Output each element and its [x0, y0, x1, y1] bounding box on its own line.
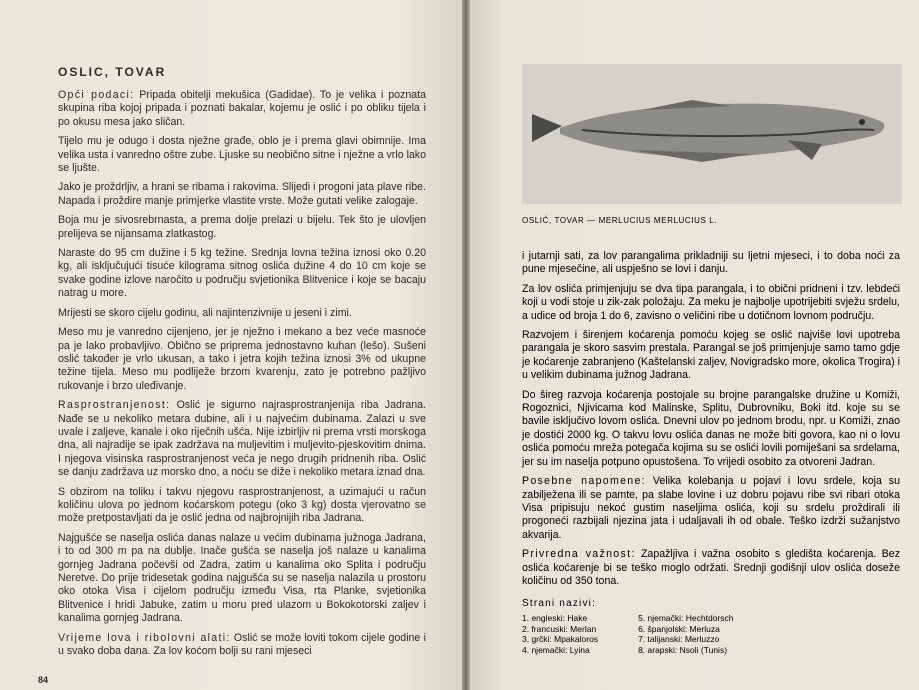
paragraph: Meso mu je vanredno cijenjeno, jer je nježno i mekano a bez veće masnoće pa je lako probavljivo. Obično se priprema jednostavno kuhan (lešo). Sušeni oslić također je vrlo ukusan, a tako i jetra kojih težina iznosi 3% od ukupne težine tijela. Meso mu podliježe brzom kvarenju, zato je potrebno pažljivo rukovanje i brzo uleđivanje. [58, 326, 426, 392]
paragraph-text: Velika kolebanja u pojavi i lovu srdele, koja su zabilježena ili se pamte, pa slabe lovine i uz dobru pojavu ribe svi ribari otoka Visa pripisuju nekoć gustim naseljima oslića, koji su srdelu proždirali ili progoneći razbijali njezina jata i udaljavali ih od obale. Teško izdrži sužanjstvo akvarija. [522, 475, 900, 541]
foreign-names-list-left [522, 613, 598, 655]
paragraph: Najgušće se naselja oslića danas nalaze u većim dubinama južnoga Jadrana, i to od 300 m pa na dublje. Inače gušća se naselja još nalaze u kanalima gornjeg Jadrana počevši od Zadra, zatim u kanalima oko Splita i području Neretve. Do prije tridesetak godina najgušća su se naselja nalazila u prostoru oko otoka Visa i cijelom području između Visa, rta Planke, svjetionika Blitvenice i hridi Jabuke, zatim u moru pred ulazom u Bokokotorski zaljev i kanalima gornjeg Jadrana. [58, 531, 426, 625]
foreign-name-item: 1. engleski: Hake [522, 613, 588, 624]
photo-caption: OSLIĆ, TOVAR — MERLUCIUS MERLUCIUS L. [522, 216, 718, 225]
paragraph: Boja mu je sivosrebrnasta, a prema dolje prelazi u bijelu. Tek što je ulovljen prelijeva se nijansama zlatkastog. [58, 214, 426, 240]
article-title: OSLIC, TOVAR [58, 65, 167, 79]
paragraph: Za lov oslića primjenjuju se dva tipa parangala, i to obični pridneni i tzv. lebdeći koji u vodi stoje u zik-zak položaju. Za meku je najbolje upotrijebiti svježu srdelu, a udice od broja 1 do 6, zavisno o veličini ribe u dotičnom lovnom području. [522, 282, 900, 322]
page-number: 84 [38, 675, 49, 685]
foreign-names-list-right [638, 613, 733, 655]
paragraph: Naraste do 95 cm dužine i 5 kg težine. Srednja lovna težina iznosi oko 0.20 kg, ali isključujući tisuće kilograma sitnog oslića dužine 4 do 10 cm koje se svake godine izlove naročito u području svjetionika Blitvenice i koje se bacaju natrag u more. [58, 247, 426, 300]
paragraph [58, 89, 426, 129]
book-gutter [462, 0, 470, 690]
paragraph: S obzirom na toliku i takvu njegovu rasprostranjenost, a uzimajući u račun količinu ulova po jednom koćarskom potegu (oko 3 kg) dosta vjerovatno se može pretpostavljati da je oslić jedna od najbrojnijih riba Jadrana. [58, 485, 426, 525]
paragraph-text: Zapažljiva i važna osobito s gledišta koćarenja. Bez oslića koćarenje bi se teško moglo održati. Srednji godišnji ulov oslića doseže količinu od 350 tona. [522, 548, 900, 587]
paragraph [522, 548, 900, 588]
paragraph [58, 632, 426, 659]
paragraph: Mrijesti se skoro cijelu godinu, ali najintenzivnije u jeseni i zimi. [58, 306, 352, 319]
right-column [522, 250, 900, 655]
section-lead: Posebne napomene: [522, 475, 646, 488]
paragraph: i jutarnji sati, za lov parangalima prikladniji su ljetni mjeseci, i to doba noći za pune mjesečine, ali uspješno se lovi i danju. [522, 250, 900, 276]
paragraph: Jako je proždrljiv, a hrani se ribama i rakovima. Slijedi i progoni jata plave ribe. Napada i proždire manje primjerke vlastite vrste. Može gutati velike zalogaje. [58, 181, 426, 207]
paragraph-text: Pripada obitelji mekušica (Gadidae). To je velika i poznata skupina riba kojoj pripada i poznati bakalar, kojemu je oslić i po obliku tijela i po okusu mesa jako sličan. [58, 89, 426, 128]
section-lead: Opći podaci: [58, 89, 135, 101]
hake-fish-image [522, 64, 902, 204]
paragraph: Tijelo mu je odugo i dosta nježne građe, oblo je i prema glavi obimnije. Ima velika usta i vanredno oštre zube. Ljuske su neobično sitne i nježne a vrlo lako se ljušte. [58, 135, 426, 175]
foreign-names [522, 613, 900, 655]
paragraph-text: Oslić se može loviti tokom cijele godine i u svako doba dana. Za lov koćom bolji su rani mjeseci [58, 631, 426, 658]
paragraph-text: Oslić je sigurno najrasprostranjenija riba Jadrana. Nađe se u nekoliko metara dubine, ali i u najvećim dubinama. Zalazi u sve uvale i zaljeve, kanale i oko riječnih ušća. Nije izbirljiv ni prema vrsti morskoga dna, ali najradije se ipak zadržava na muljevitim i muljevito-pjeskovitim dnima. I njegova visinska rasprostranjenost veća je nego drugih pridnenih riba. Oslić se danju zadržava uz morsko dno, a noću se diže i nekoliko metara iznad dna. [58, 399, 427, 479]
fish-photo [522, 64, 902, 204]
section-lead: Rasprostranjenost: [58, 399, 171, 412]
paragraph: Razvojem i širenjem koćarenja pomoću kojeg se oslić najviše lovi upotreba parangala je skoro sasvim prestala. Parangal se još primjenjuje samo tamo gdje je koćarenje zabranjeno (Kaštelanski zaljev, Novigradsko more, okolica Trogira) i u velikim dubinama južnog Jadrana. [522, 329, 900, 382]
foreign-name-item: 3. grčki: Mpakaloros [522, 634, 599, 645]
left-column [58, 65, 426, 664]
section-lead: Vrijeme lova i ribolovni alati: [58, 631, 231, 644]
foreign-name-item: 8. arapski: Nsoli (Tunis) [638, 644, 728, 655]
foreign-name-item: 2. francuski: Merlan [522, 623, 597, 634]
paragraph [522, 475, 900, 542]
paragraph [58, 399, 426, 479]
foreign-name-item: 7. talijanski: Merluzzo [638, 634, 720, 645]
section-lead: Privredna važnost: [522, 548, 636, 561]
foreign-name-item: 4. njemački: Lyina [522, 644, 590, 655]
paragraph: Do šireg razvoja koćarenja postojale su brojne parangalske družine u Komiži, Rogoznici, Njivicama kod Malinske, Splitu, Dubrovniku, Boki itd. koje su se bavile isključivo lovom oslića. Dnevni ulov po jednom brodu, npr. u Komiži, znao je dostići 2000 kg. O takvu lovu oslića danas ne može biti govora, kao ni o lovu oslića pomoću mreža potegača kojima su se oslići lovili pomiješani sa srdelama, jer su im naselja potpuno opustošena. To vrijedi osobito za otvoreni Jadran. [522, 388, 900, 468]
foreign-name-item: 6. španjolski: Merluza [638, 623, 720, 634]
foreign-names-title: Strani nazivi: [522, 598, 597, 610]
foreign-name-item: 5. njemački: Hechtdorsch [638, 613, 734, 624]
